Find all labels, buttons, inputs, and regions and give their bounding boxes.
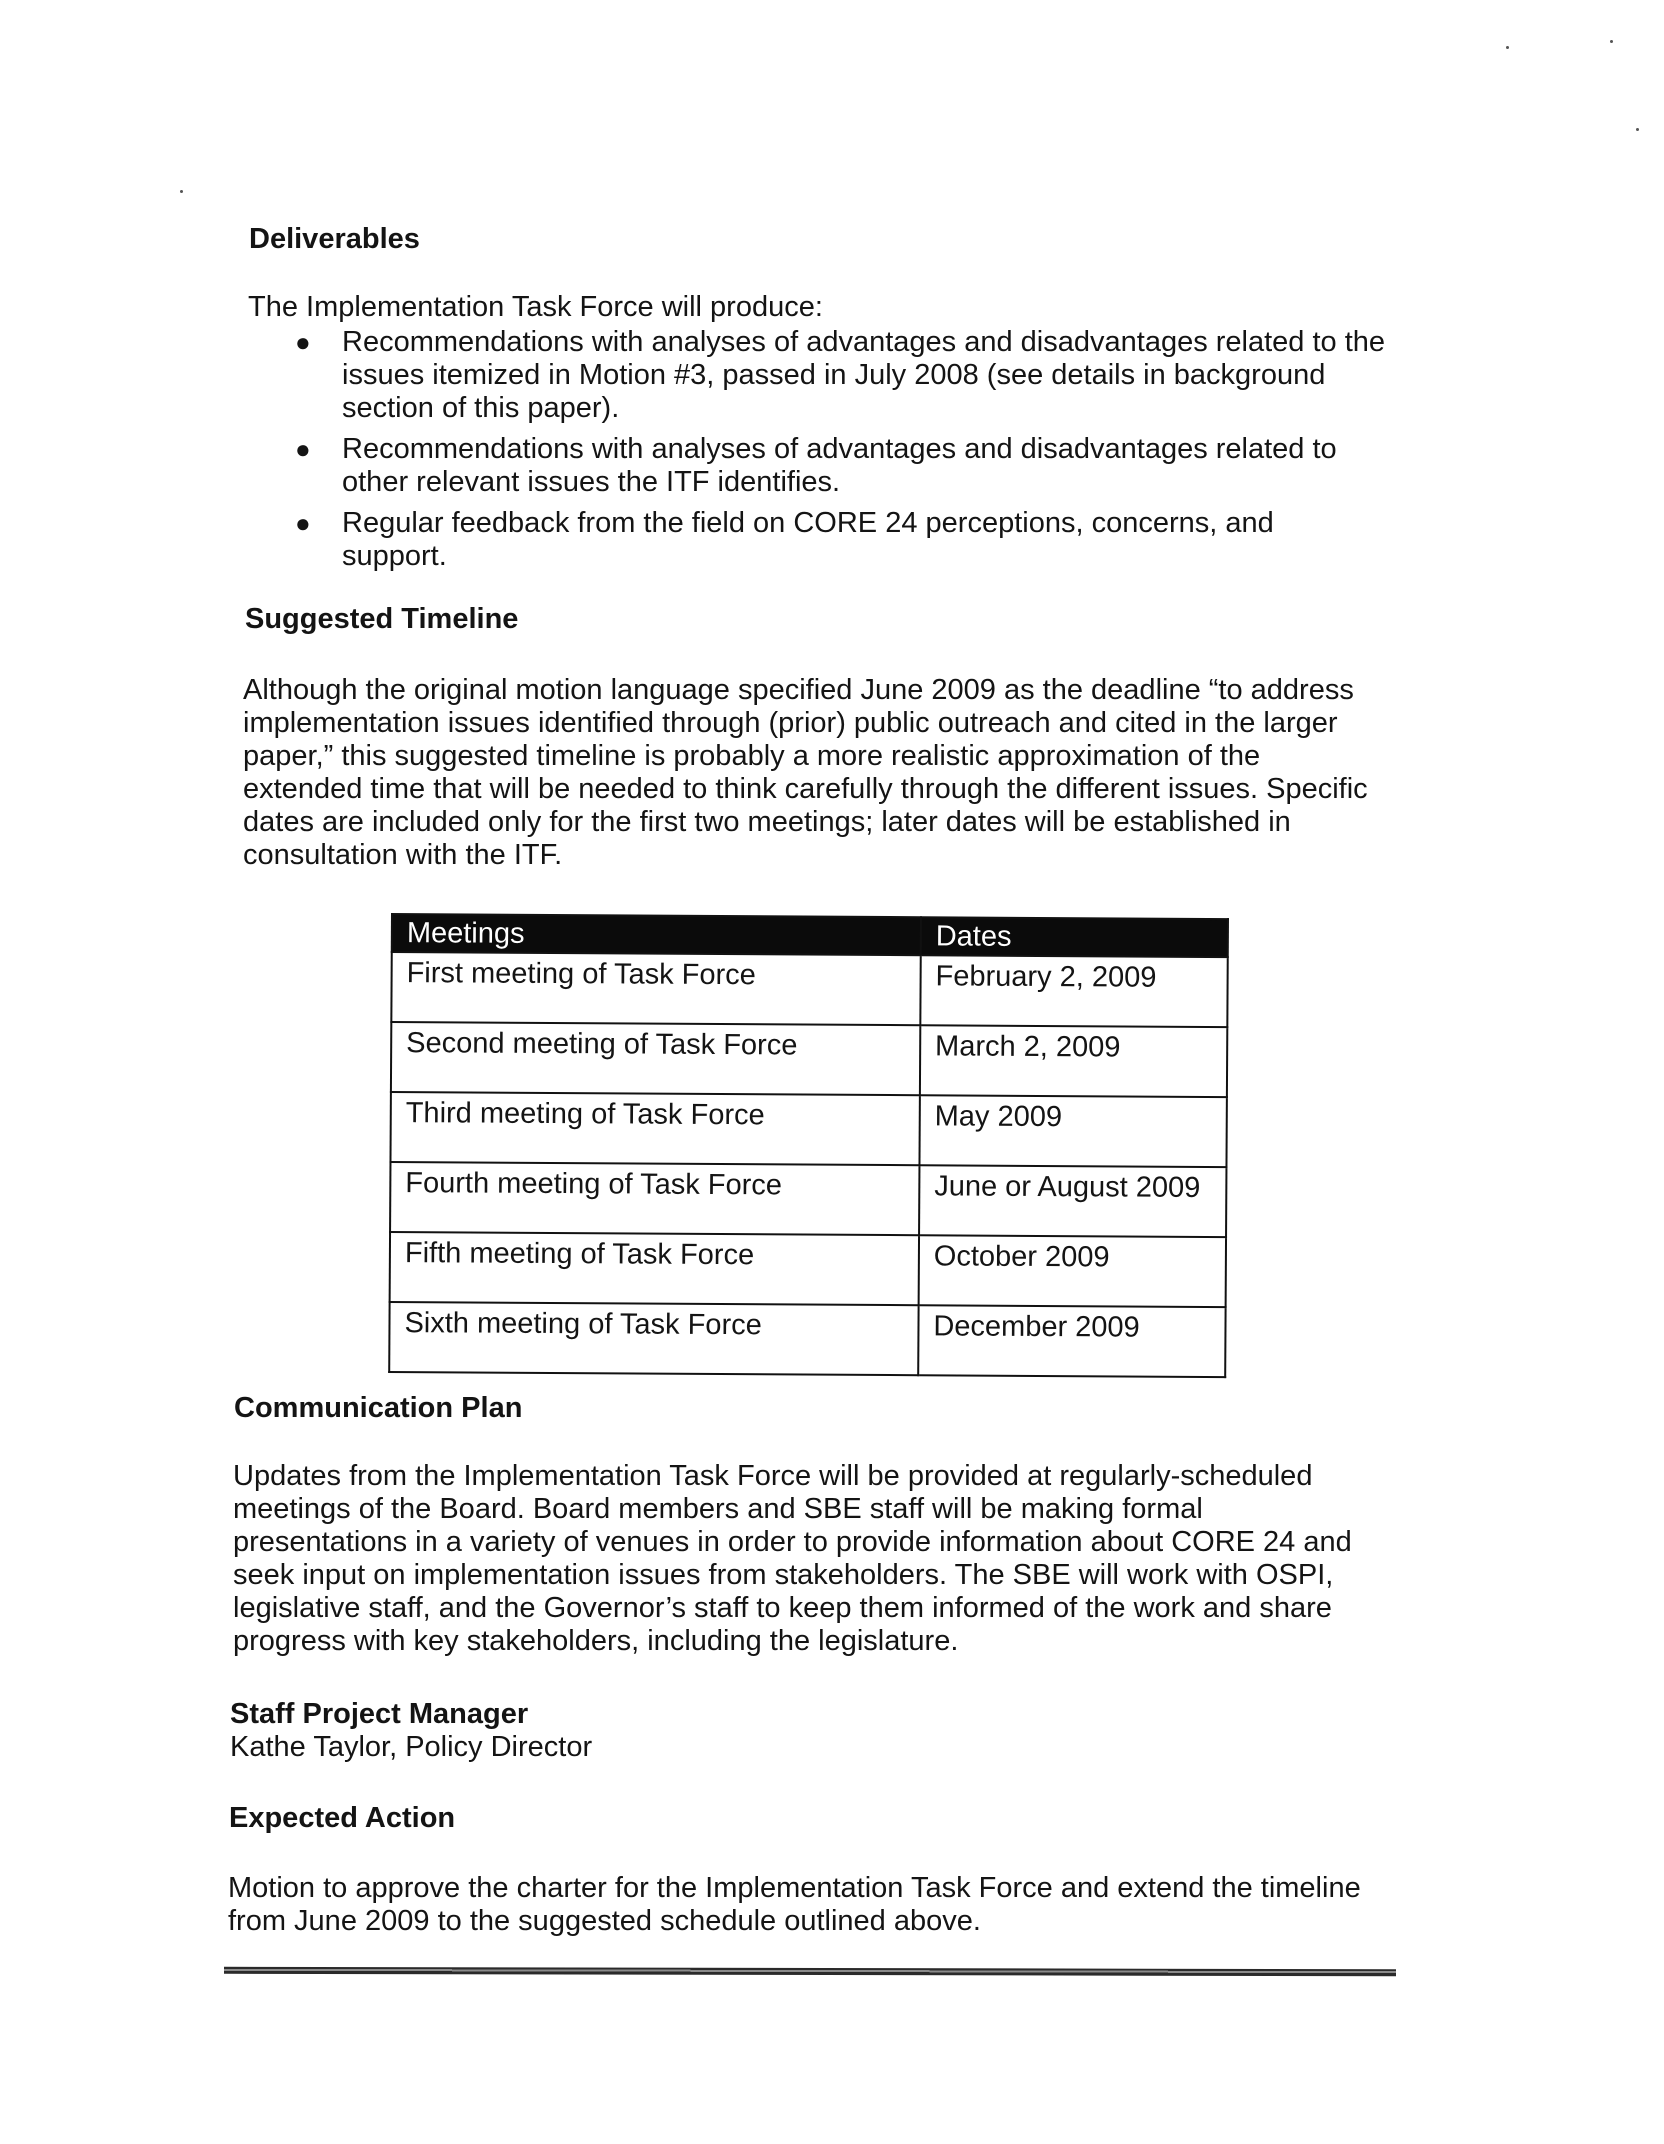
- manager-name: Kathe Taylor, Policy Director: [230, 1731, 593, 1763]
- list-item: ● Recommendations with analyses of advantages and disadvantages related to the issues itemized in Motion #3, passed in July 2008 (see details in background section of this paper).: [295, 326, 1386, 424]
- timeline-heading: Suggested Timeline: [245, 603, 519, 635]
- date-cell: December 2009: [918, 1305, 1226, 1377]
- scan-speck: [1506, 46, 1509, 49]
- date-cell: October 2009: [919, 1235, 1227, 1307]
- table-row: [390, 1232, 1226, 1307]
- action-heading: Expected Action: [229, 1802, 456, 1834]
- deliverables-heading: Deliverables: [249, 223, 420, 255]
- date-cell: March 2, 2009: [920, 1025, 1228, 1097]
- scan-speck: [1636, 128, 1639, 131]
- manager-heading: Staff Project Manager: [230, 1698, 529, 1730]
- table-row: [391, 1022, 1227, 1097]
- deliverables-intro: The Implementation Task Force will produce:: [248, 291, 823, 323]
- bottom-divider: [224, 1967, 1396, 1976]
- bullet-icon: ●: [295, 327, 311, 357]
- action-paragraph: Motion to approve the charter for the Implementation Task Force and extend the timeline from June 2009 to the suggested schedule outlined above.: [228, 1872, 1361, 1937]
- table-row: [390, 1092, 1226, 1167]
- table-row: [389, 1302, 1225, 1377]
- meeting-cell: Fifth meeting of Task Force: [390, 1232, 919, 1305]
- bullet-icon: ●: [295, 434, 311, 464]
- communication-paragraph: Updates from the Implementation Task Force will be provided at regularly-scheduled meetings of the Board. Board members and SBE staff will be making formal presentations in a variety of venues in order to provide information about CORE 24 and seek input on implementation issues from stakeholders. The SBE will work with OSPI, legislative staff, and the Governor’s staff to keep them informed of the work and share progress with key stakeholders, including the legislature.: [233, 1460, 1352, 1657]
- timeline-paragraph: Although the original motion language specified June 2009 as the deadline “to address implementation issues identified through (prior) public outreach and cited in the larger paper,” this suggested timeline is probably a more realistic approximation of the extended time that will be needed to think carefully through the different issues. Specific dates are included only for the first two meetings; later dates will be established in consultation with the ITF.: [243, 674, 1368, 871]
- list-item: ● Recommendations with analyses of advantages and disadvantages related to other relevant issues the ITF identifies.: [295, 433, 1337, 498]
- column-header-meetings: Meetings: [392, 914, 921, 955]
- table-row: [390, 1162, 1226, 1237]
- scan-speck: [1610, 40, 1613, 43]
- meeting-cell: Sixth meeting of Task Force: [389, 1302, 918, 1375]
- list-item: ● Regular feedback from the field on CORE 24 perceptions, concerns, and support.: [295, 507, 1274, 572]
- meeting-cell: First meeting of Task Force: [391, 952, 920, 1025]
- date-cell: May 2009: [919, 1095, 1227, 1167]
- meeting-cell: Third meeting of Task Force: [390, 1092, 919, 1165]
- meeting-cell: Fourth meeting of Task Force: [390, 1162, 919, 1235]
- deliverables-list: [290, 326, 1430, 581]
- meeting-cell: Second meeting of Task Force: [391, 1022, 920, 1095]
- meetings-table: [388, 913, 1229, 1378]
- bullet-icon: ●: [295, 508, 311, 538]
- date-cell: February 2, 2009: [920, 955, 1228, 1027]
- date-cell: June or August 2009: [919, 1165, 1227, 1237]
- table-row: [391, 952, 1227, 1027]
- scan-speck: [180, 190, 183, 193]
- column-header-dates: Dates: [921, 917, 1228, 957]
- table-header-row: [392, 914, 1228, 957]
- communication-heading: Communication Plan: [234, 1392, 523, 1424]
